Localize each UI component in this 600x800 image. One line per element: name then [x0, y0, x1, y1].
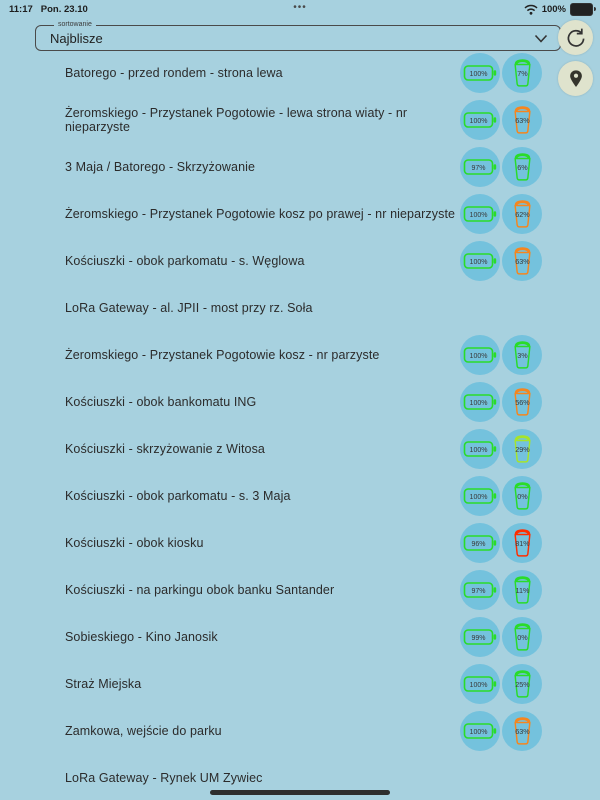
- bin-badge: [502, 664, 542, 704]
- badges: [460, 147, 542, 187]
- battery-percent: 97%: [471, 164, 486, 172]
- list-item[interactable]: [0, 96, 600, 143]
- list-item[interactable]: [0, 331, 600, 378]
- station-name: Straż Miejska: [65, 676, 142, 691]
- battery-percent: 97%: [471, 587, 486, 595]
- bin-badge: [502, 523, 542, 563]
- trash-bin-level-icon: [511, 528, 534, 557]
- battery-badge: [460, 241, 500, 281]
- bin-badge: [502, 711, 542, 751]
- battery-badge: [460, 100, 500, 140]
- station-name: Żeromskiego - Przystanek Pogotowie - lewa strona wiaty - nr nieparzyste: [65, 105, 408, 134]
- bin-percent: 81%: [514, 538, 530, 548]
- battery-level-icon: [463, 439, 497, 459]
- bin-percent: 62%: [514, 209, 530, 219]
- trash-bin-level-icon: [511, 105, 534, 134]
- list-item[interactable]: [0, 378, 600, 425]
- bin-percent: 63%: [514, 726, 530, 736]
- station-name: LoRa Gateway - Rynek UM Zywiec: [65, 770, 263, 785]
- badges: [460, 241, 542, 281]
- bin-percent: 11%: [515, 585, 529, 595]
- station-name: Sobieskiego - Kino Janosik: [65, 629, 218, 644]
- list-item[interactable]: [0, 472, 600, 519]
- battery-level-icon: [463, 721, 497, 741]
- list-item[interactable]: [0, 613, 600, 660]
- bin-percent: 63%: [514, 115, 530, 125]
- list-item[interactable]: [0, 425, 600, 472]
- trash-bin-level-icon: [511, 669, 534, 698]
- list-item[interactable]: [0, 190, 600, 237]
- trash-bin-level-icon: [511, 58, 534, 87]
- bin-badge: [502, 570, 542, 610]
- bin-percent: 7%: [516, 68, 528, 78]
- trash-bin-level-icon: [511, 575, 534, 604]
- battery-badge: [460, 335, 500, 375]
- bin-percent: 25%: [514, 679, 530, 689]
- bin-badge: [502, 53, 542, 93]
- station-name: Kościuszki - skrzyżowanie z Witosa: [65, 441, 265, 456]
- battery-badge: [460, 147, 500, 187]
- battery-percent: 100%: [469, 728, 488, 736]
- list-item[interactable]: [0, 49, 600, 96]
- battery-percent: 100%: [469, 399, 488, 407]
- battery-level-icon: [463, 345, 497, 365]
- bin-badge: [502, 147, 542, 187]
- bin-badge: [502, 429, 542, 469]
- battery-percent: 100%: [469, 352, 488, 360]
- sort-dropdown[interactable]: [35, 21, 561, 51]
- bin-percent: 6%: [516, 162, 528, 172]
- battery-percent: 100%: [469, 211, 488, 219]
- badges: [460, 53, 542, 93]
- date: Pon. 23.10: [40, 4, 88, 15]
- battery-badge: [460, 429, 500, 469]
- trash-bin-level-icon: [511, 434, 534, 463]
- badges: [460, 711, 542, 751]
- list-item[interactable]: [0, 566, 600, 613]
- station-name: LoRa Gateway - al. JPII - most przy rz. Soła: [65, 300, 313, 315]
- battery-level-icon: [463, 63, 497, 83]
- trash-bin-level-icon: [511, 387, 534, 416]
- battery-badge: [460, 476, 500, 516]
- battery-level-icon: [463, 251, 497, 271]
- battery-percent-label: 100%: [541, 4, 566, 15]
- bin-badge: [502, 241, 542, 281]
- sort-selected-value: Najblisze: [50, 30, 103, 46]
- battery-badge: [460, 617, 500, 657]
- station-name: Żeromskiego - Przystanek Pogotowie kosz - nr parzyste: [65, 347, 380, 362]
- badges: [460, 570, 542, 610]
- bin-badge: [502, 382, 542, 422]
- trash-bin-level-icon: [511, 622, 534, 651]
- bin-badge: [502, 335, 542, 375]
- battery-badge: [460, 53, 500, 93]
- bin-percent: 56%: [514, 397, 530, 407]
- bin-percent: 63%: [514, 256, 530, 266]
- badges: [460, 476, 542, 516]
- bin-percent: 3%: [516, 350, 528, 360]
- trash-bin-level-icon: [511, 152, 534, 181]
- station-name: 3 Maja / Batorego - Skrzyżowanie: [65, 159, 256, 174]
- battery-percent: 99%: [471, 634, 486, 642]
- sort-field-label: sortowanie: [54, 21, 96, 28]
- battery-badge: [460, 570, 500, 610]
- station-name: Kościuszki - obok kiosku: [65, 535, 204, 550]
- wifi-icon: [524, 4, 538, 15]
- trash-bin-level-icon: [511, 199, 534, 228]
- clock: 11:17: [9, 4, 33, 15]
- station-name: Kościuszki - na parkingu obok banku Santander: [65, 582, 335, 597]
- station-name: Kościuszki - obok parkomatu - s. 3 Maja: [65, 488, 291, 503]
- status-right: [524, 3, 593, 16]
- battery-level-icon: [463, 110, 497, 130]
- chevron-down-icon: [534, 34, 548, 43]
- battery-badge: [460, 664, 500, 704]
- status-bar: [0, 0, 600, 20]
- battery-badge: [460, 194, 500, 234]
- station-name: Kościuszki - obok bankomatu ING: [65, 394, 257, 409]
- trash-bin-level-icon: [511, 340, 534, 369]
- battery-badge: [460, 711, 500, 751]
- battery-level-icon: [463, 580, 497, 600]
- home-indicator[interactable]: [210, 790, 390, 795]
- battery-percent: 100%: [469, 493, 488, 501]
- list-item[interactable]: [0, 519, 600, 566]
- badges: [460, 429, 542, 469]
- battery-badge: [460, 523, 500, 563]
- battery-percent: 100%: [469, 681, 488, 689]
- list-item[interactable]: [0, 284, 600, 331]
- bin-badge: [502, 476, 542, 516]
- trash-bin-level-icon: [511, 716, 534, 745]
- bin-percent: 29%: [514, 444, 530, 454]
- badges: [460, 617, 542, 657]
- battery-level-icon: [463, 392, 497, 412]
- trash-bin-level-icon: [511, 481, 534, 510]
- station-list: [0, 49, 600, 800]
- station-name: Kościuszki - obok parkomatu - s. Węglowa: [65, 253, 305, 268]
- station-name: Zamkowa, wejście do parku: [65, 723, 222, 738]
- station-name: Batorego - przed rondem - strona lewa: [65, 65, 283, 80]
- status-menu-dots: •••: [293, 2, 307, 13]
- bin-badge: [502, 617, 542, 657]
- badges: [460, 382, 542, 422]
- battery-level-icon: [463, 486, 497, 506]
- battery-percent: 100%: [469, 70, 488, 78]
- list-item[interactable]: [0, 707, 600, 754]
- refresh-icon: [564, 26, 588, 50]
- list-item[interactable]: [0, 660, 600, 707]
- battery-percent: 100%: [469, 258, 488, 266]
- battery-level-icon: [463, 533, 497, 553]
- bin-percent: 0%: [516, 632, 528, 642]
- battery-level-icon: [463, 627, 497, 647]
- badges: [460, 194, 542, 234]
- bin-badge: [502, 100, 542, 140]
- battery-percent: 100%: [469, 117, 488, 125]
- list-item[interactable]: [0, 237, 600, 284]
- battery-badge: [460, 382, 500, 422]
- badges: [460, 523, 542, 563]
- badges: [460, 100, 542, 140]
- bin-percent: 0%: [516, 491, 528, 501]
- battery-icon: [570, 3, 593, 16]
- battery-level-icon: [463, 204, 497, 224]
- station-name: Żeromskiego - Przystanek Pogotowie kosz po prawej - nr nieparzyste: [65, 206, 456, 221]
- badges: [460, 664, 542, 704]
- battery-level-icon: [463, 157, 497, 177]
- badges: [460, 335, 542, 375]
- battery-level-icon: [463, 674, 497, 694]
- list-item[interactable]: [0, 143, 600, 190]
- battery-percent: 96%: [471, 540, 486, 548]
- trash-bin-level-icon: [511, 246, 534, 275]
- bin-badge: [502, 194, 542, 234]
- battery-percent: 100%: [469, 446, 488, 454]
